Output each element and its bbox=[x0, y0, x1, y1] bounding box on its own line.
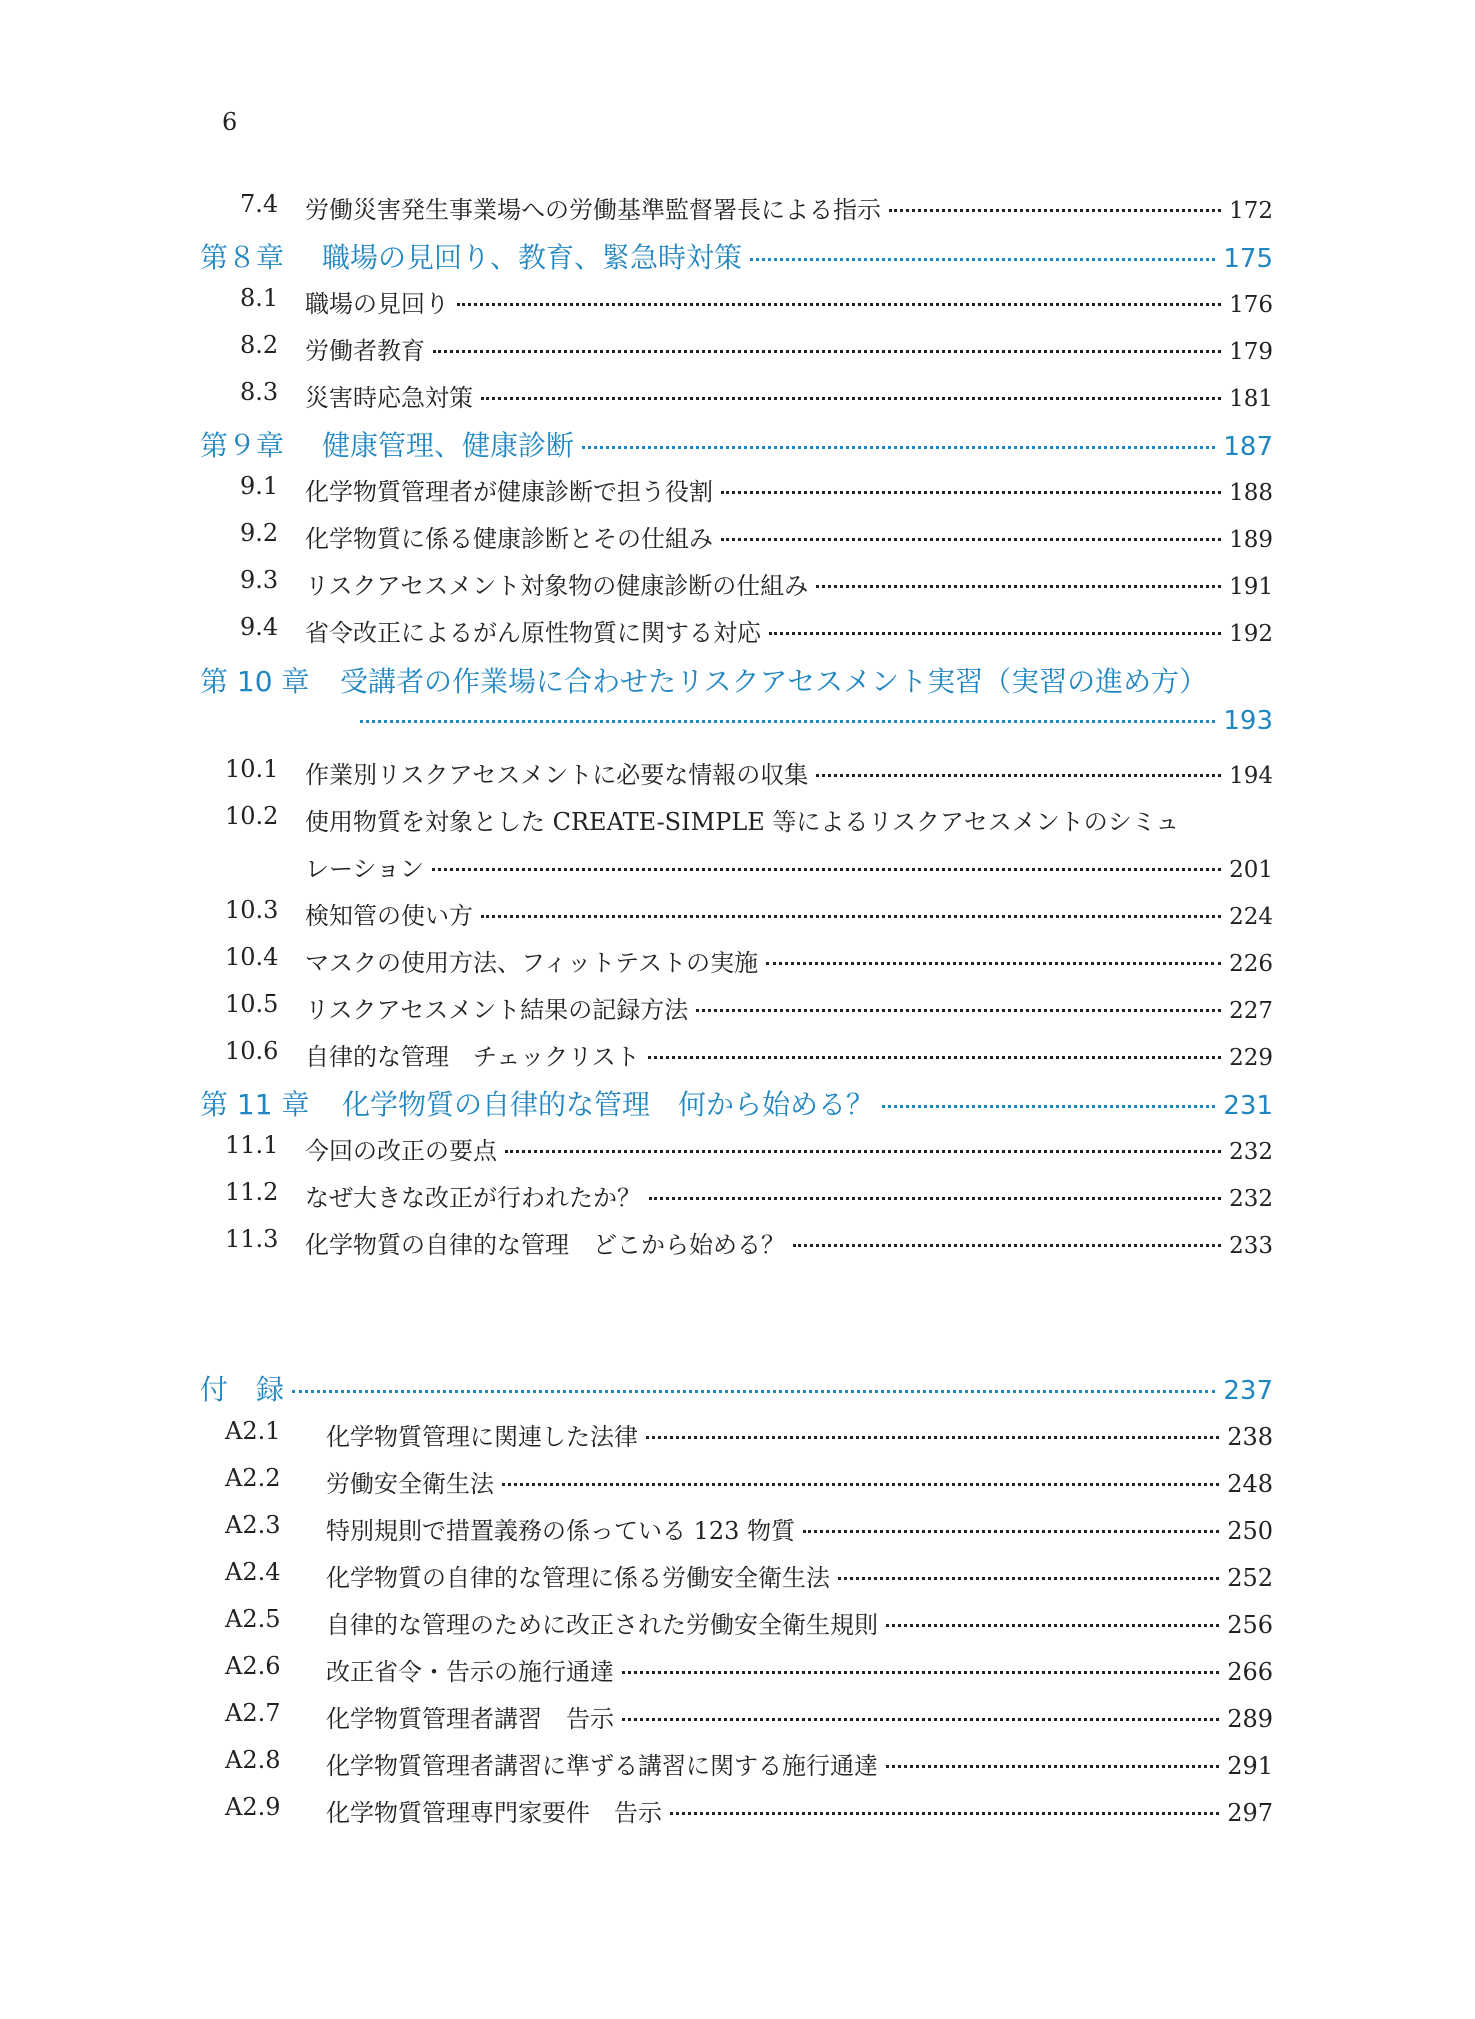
appendix-number: A2.2 bbox=[225, 1464, 281, 1492]
page-ref: 238 bbox=[1227, 1423, 1273, 1451]
page-ref: 181 bbox=[1229, 386, 1273, 412]
page-ref: 231 bbox=[1223, 1091, 1273, 1121]
section-number: 11.2 bbox=[225, 1178, 279, 1206]
appendix-title: 化学物質管理者講習 告示 bbox=[326, 1705, 614, 1733]
chapter-title: 健康管理、健康診断 bbox=[322, 429, 575, 462]
page-ref: 179 bbox=[1229, 339, 1273, 365]
appendix-number: A2.4 bbox=[225, 1558, 281, 1586]
section-number: 11.1 bbox=[225, 1131, 279, 1159]
section-title: 化学物質に係る健康診断とその仕組み bbox=[305, 525, 713, 553]
dot-leader bbox=[886, 1765, 1219, 1768]
page-ref: 233 bbox=[1229, 1233, 1273, 1259]
appendix-title: 化学物質管理専門家要件 告示 bbox=[326, 1799, 662, 1827]
toc-chapter-8[interactable] bbox=[0, 236, 1475, 280]
toc-appendix-a2-3[interactable] bbox=[0, 1511, 1475, 1551]
dot-leader bbox=[622, 1718, 1219, 1721]
toc-entry-10-3[interactable] bbox=[0, 896, 1475, 936]
page-ref: 192 bbox=[1229, 621, 1273, 647]
section-title: マスクの使用方法、フィットテストの実施 bbox=[305, 949, 759, 977]
toc-entry-10-2-continuation[interactable] bbox=[0, 849, 1475, 889]
section-number: 10.4 bbox=[225, 943, 279, 971]
appendix-number: A2.9 bbox=[225, 1793, 281, 1821]
section-title: 職場の見回り bbox=[305, 290, 449, 318]
dot-leader bbox=[481, 915, 1221, 918]
toc-appendix-a2-9[interactable] bbox=[0, 1793, 1475, 1833]
section-number: 10.2 bbox=[225, 802, 279, 830]
page-ref: 232 bbox=[1229, 1186, 1273, 1212]
section-title: 化学物質の自律的な管理 どこから始める？ bbox=[305, 1231, 785, 1259]
toc-entry-10-6[interactable] bbox=[0, 1037, 1475, 1077]
dot-leader bbox=[766, 962, 1221, 965]
appendix-title: 改正省令・告示の施行通達 bbox=[326, 1658, 614, 1686]
toc-entry-7-4[interactable] bbox=[0, 190, 1475, 230]
toc-appendix-a2-6[interactable] bbox=[0, 1652, 1475, 1692]
toc-entry-8-2[interactable] bbox=[0, 331, 1475, 371]
dot-leader bbox=[721, 538, 1221, 541]
dot-leader bbox=[582, 446, 1215, 449]
section-number: 9.4 bbox=[240, 613, 279, 641]
page-ref: 224 bbox=[1229, 904, 1273, 930]
dot-leader bbox=[670, 1812, 1219, 1815]
section-title: 作業別リスクアセスメントに必要な情報の収集 bbox=[305, 761, 809, 789]
dot-leader bbox=[816, 774, 1221, 777]
chapter-title: 化学物質の自律的な管理 何から始める？ bbox=[342, 1088, 875, 1121]
page-ref: 289 bbox=[1227, 1705, 1273, 1733]
dot-leader bbox=[721, 491, 1221, 494]
chapter-number: 第 11 章 bbox=[200, 1088, 310, 1121]
page-ref: 176 bbox=[1229, 292, 1273, 318]
section-title: リスクアセスメント結果の記録方法 bbox=[305, 996, 689, 1024]
page-ref: 229 bbox=[1229, 1045, 1273, 1071]
toc-appendix[interactable] bbox=[0, 1368, 1475, 1412]
section-title: 化学物質管理者が健康診断で担う役割 bbox=[305, 478, 713, 506]
toc-entry-8-3[interactable] bbox=[0, 378, 1475, 418]
page-ref: 188 bbox=[1229, 480, 1273, 506]
page-ref: 227 bbox=[1229, 998, 1273, 1024]
page-ref: 291 bbox=[1227, 1752, 1273, 1780]
dot-leader bbox=[622, 1671, 1219, 1674]
toc-entry-8-1[interactable] bbox=[0, 284, 1475, 324]
appendix-number: A2.6 bbox=[225, 1652, 281, 1680]
dot-leader bbox=[646, 1436, 1219, 1439]
section-title: 労働災害発生事業場への労働基準監督署長による指示 bbox=[305, 196, 881, 224]
appendix-title: 化学物質の自律的な管理に係る労働安全衛生法 bbox=[326, 1564, 830, 1592]
dot-leader bbox=[481, 397, 1221, 400]
section-number: 7.4 bbox=[240, 190, 279, 218]
toc-entry-10-4[interactable] bbox=[0, 943, 1475, 983]
section-title: 災害時応急対策 bbox=[305, 384, 473, 412]
section-title-continuation: レーション bbox=[305, 855, 425, 883]
section-title: 労働者教育 bbox=[305, 337, 425, 365]
section-number: 8.3 bbox=[240, 378, 279, 406]
appendix-title: 特別規則で措置義務の係っている 123 物質 bbox=[326, 1517, 796, 1545]
toc-entry-9-4[interactable] bbox=[0, 613, 1475, 653]
chapter-title: 職場の見回り、教育、緊急時対策 bbox=[322, 241, 743, 274]
toc-entry-10-1[interactable] bbox=[0, 755, 1475, 795]
dot-leader bbox=[457, 303, 1221, 306]
section-title: 自律的な管理 チェックリスト bbox=[305, 1043, 640, 1071]
section-title: 省令改正によるがん原性物質に関する対応 bbox=[305, 619, 761, 647]
page-ref: 191 bbox=[1229, 574, 1273, 600]
appendix-title: 化学物質管理者講習に準ずる講習に関する施行通達 bbox=[326, 1752, 878, 1780]
dot-leader bbox=[803, 1530, 1219, 1533]
section-number: 11.3 bbox=[225, 1225, 279, 1253]
section-number: 10.6 bbox=[225, 1037, 279, 1065]
page-number: 6 bbox=[222, 108, 238, 136]
section-number: 10.5 bbox=[225, 990, 279, 1018]
dot-leader bbox=[882, 1105, 1215, 1108]
page-ref: 175 bbox=[1223, 244, 1273, 274]
dot-leader bbox=[816, 585, 1221, 588]
page-ref: 189 bbox=[1229, 527, 1273, 553]
page-ref: 237 bbox=[1223, 1376, 1273, 1406]
appendix-number: A2.8 bbox=[225, 1746, 281, 1774]
toc-chapter-11[interactable] bbox=[0, 1083, 1475, 1127]
toc-entry-9-3[interactable] bbox=[0, 566, 1475, 606]
appendix-number: A2.7 bbox=[225, 1699, 281, 1727]
page-ref: 193 bbox=[1223, 706, 1273, 736]
appendix-heading: 付 録 bbox=[200, 1373, 285, 1406]
dot-leader bbox=[838, 1577, 1219, 1580]
toc-chapter-10-continuation[interactable] bbox=[0, 706, 1475, 750]
section-title: リスクアセスメント対象物の健康診断の仕組み bbox=[305, 572, 809, 600]
chapter-number: 第 10 章 bbox=[200, 665, 310, 698]
section-number: 10.3 bbox=[225, 896, 279, 924]
page-ref: 187 bbox=[1223, 432, 1273, 462]
toc-entry-9-2[interactable] bbox=[0, 519, 1475, 559]
toc-appendix-a2-1[interactable] bbox=[0, 1417, 1475, 1457]
page-ref: 252 bbox=[1227, 1564, 1273, 1592]
toc-appendix-a2-2[interactable] bbox=[0, 1464, 1475, 1504]
section-number: 8.2 bbox=[240, 331, 279, 359]
toc-appendix-a2-5[interactable] bbox=[0, 1605, 1475, 1645]
page-ref: 266 bbox=[1227, 1658, 1273, 1686]
dot-leader bbox=[432, 868, 1221, 871]
toc-entry-11-2[interactable] bbox=[0, 1178, 1475, 1218]
section-title: なぜ大きな改正が行われたか？ bbox=[305, 1184, 641, 1212]
appendix-title: 自律的な管理のために改正された労働安全衛生規則 bbox=[326, 1611, 878, 1639]
page-ref: 201 bbox=[1229, 857, 1273, 883]
section-title: 検知管の使い方 bbox=[305, 902, 473, 930]
appendix-number: A2.3 bbox=[225, 1511, 281, 1539]
appendix-title: 化学物質管理に関連した法律 bbox=[326, 1423, 638, 1451]
page-ref: 248 bbox=[1227, 1470, 1273, 1498]
page-ref: 256 bbox=[1227, 1611, 1273, 1639]
chapter-title: 受講者の作業場に合わせたリスクアセスメント実習（実習の進め方） bbox=[340, 665, 1208, 698]
toc-entry-11-3[interactable] bbox=[0, 1225, 1475, 1265]
toc-entry-10-2[interactable] bbox=[0, 802, 1475, 842]
toc-appendix-a2-4[interactable] bbox=[0, 1558, 1475, 1598]
section-number: 9.2 bbox=[240, 519, 279, 547]
page-ref: 297 bbox=[1227, 1799, 1273, 1827]
dot-leader bbox=[769, 632, 1221, 635]
page-ref: 250 bbox=[1227, 1517, 1273, 1545]
dot-leader bbox=[502, 1483, 1219, 1486]
section-number: 9.1 bbox=[240, 472, 279, 500]
dot-leader bbox=[750, 258, 1215, 261]
section-number: 9.3 bbox=[240, 566, 279, 594]
toc-appendix-a2-7[interactable] bbox=[0, 1699, 1475, 1739]
dot-leader bbox=[649, 1197, 1221, 1200]
toc-entry-11-1[interactable] bbox=[0, 1131, 1475, 1171]
appendix-number: A2.1 bbox=[225, 1417, 281, 1445]
dot-leader bbox=[433, 350, 1221, 353]
dot-leader bbox=[648, 1056, 1221, 1059]
dot-leader bbox=[793, 1244, 1221, 1247]
chapter-number: 第８章 bbox=[200, 241, 285, 274]
dot-leader bbox=[696, 1009, 1221, 1012]
toc-entry-9-1[interactable] bbox=[0, 472, 1475, 512]
page-ref: 172 bbox=[1229, 198, 1273, 224]
toc-chapter-9[interactable] bbox=[0, 424, 1475, 468]
dot-leader bbox=[360, 720, 1215, 723]
section-number: 10.1 bbox=[225, 755, 279, 783]
appendix-title: 労働安全衛生法 bbox=[326, 1470, 494, 1498]
section-title: 今回の改正の要点 bbox=[305, 1137, 497, 1165]
toc-appendix-a2-8[interactable] bbox=[0, 1746, 1475, 1786]
toc-entry-10-5[interactable] bbox=[0, 990, 1475, 1030]
section-number: 8.1 bbox=[240, 284, 279, 312]
page-ref: 226 bbox=[1229, 951, 1273, 977]
dot-leader bbox=[292, 1390, 1215, 1393]
page-ref: 232 bbox=[1229, 1139, 1273, 1165]
dot-leader bbox=[886, 1624, 1219, 1627]
section-title: 使用物質を対象とした CREATE-SIMPLE 等によるリスクアセスメントのシミュ bbox=[305, 808, 1180, 836]
dot-leader bbox=[889, 209, 1221, 212]
dot-leader bbox=[505, 1150, 1221, 1153]
page-ref: 194 bbox=[1229, 763, 1273, 789]
appendix-number: A2.5 bbox=[225, 1605, 281, 1633]
toc-chapter-10[interactable] bbox=[0, 660, 1475, 704]
chapter-number: 第９章 bbox=[200, 429, 285, 462]
